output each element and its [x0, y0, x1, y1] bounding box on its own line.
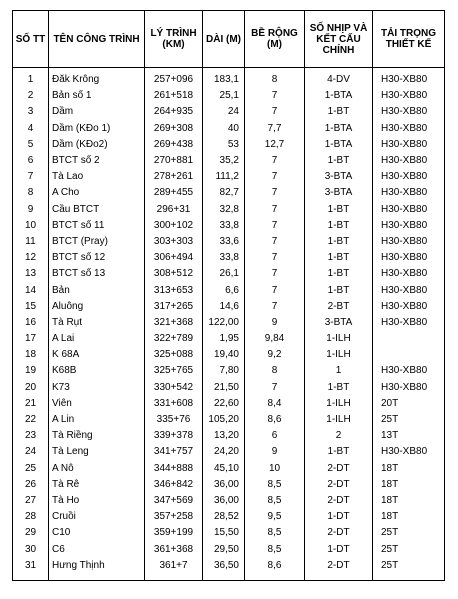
table-row	[13, 299, 445, 315]
cell-length: 1,95	[203, 331, 245, 347]
cell-stt: 8	[13, 185, 49, 201]
cell-width: 7	[245, 250, 305, 266]
cell-length: 19,40	[203, 347, 245, 363]
cell-stt: 26	[13, 477, 49, 493]
cell-km: 300+102	[145, 218, 203, 234]
cell-stt: 17	[13, 331, 49, 347]
cell-stt: 15	[13, 299, 49, 315]
table-row	[13, 121, 445, 137]
header-load: TẢI TRỌNG THIẾT KẾ	[373, 11, 445, 68]
cell-load: H30-XB80	[373, 266, 445, 282]
cell-length: 33,6	[203, 234, 245, 250]
cell-span: 3-BTA	[305, 315, 373, 331]
cell-name: Tà Leng	[49, 444, 145, 460]
cell-load: H30-XB80	[373, 363, 445, 379]
cell-load: H30-XB80	[373, 104, 445, 120]
cell-name: BTCT số 2	[49, 153, 145, 169]
table-row	[13, 218, 445, 234]
cell-km: 322+789	[145, 331, 203, 347]
cell-span: 1-BT	[305, 234, 373, 250]
cell-name: A Cho	[49, 185, 145, 201]
cell-load: 18T	[373, 493, 445, 509]
cell-name: Tà Rụt	[49, 315, 145, 331]
table-row	[13, 558, 445, 581]
cell-name: A Lin	[49, 412, 145, 428]
cell-load: H30-XB80	[373, 153, 445, 169]
cell-stt: 25	[13, 461, 49, 477]
cell-km: 261+518	[145, 88, 203, 104]
cell-stt: 19	[13, 363, 49, 379]
cell-stt: 12	[13, 250, 49, 266]
cell-km: 361+368	[145, 541, 203, 557]
cell-name: BTCT số 12	[49, 250, 145, 266]
cell-name: Dầm (KĐo2)	[49, 137, 145, 153]
cell-km: 325+088	[145, 347, 203, 363]
cell-width: 9	[245, 444, 305, 460]
cell-span: 1-ILH	[305, 331, 373, 347]
cell-width: 9,5	[245, 509, 305, 525]
cell-length: 32,8	[203, 202, 245, 218]
cell-load: H30-XB80	[373, 234, 445, 250]
cell-km: 308+512	[145, 266, 203, 282]
cell-span: 1-ILH	[305, 412, 373, 428]
table-header-row	[13, 11, 445, 68]
cell-width: 8,6	[245, 412, 305, 428]
cell-stt: 18	[13, 347, 49, 363]
cell-km: 264+935	[145, 104, 203, 120]
table-row	[13, 185, 445, 201]
cell-km: 346+842	[145, 477, 203, 493]
cell-load: H30-XB80	[373, 185, 445, 201]
table-row	[13, 396, 445, 412]
cell-length: 24	[203, 104, 245, 120]
cell-stt: 1	[13, 68, 49, 89]
cell-length: 7,80	[203, 363, 245, 379]
cell-km: 278+261	[145, 169, 203, 185]
table-row	[13, 104, 445, 120]
cell-stt: 10	[13, 218, 49, 234]
table-row	[13, 347, 445, 363]
cell-width: 8,6	[245, 558, 305, 581]
cell-stt: 16	[13, 315, 49, 331]
cell-span: 2-DT	[305, 477, 373, 493]
cell-name: C10	[49, 525, 145, 541]
cell-stt: 5	[13, 137, 49, 153]
cell-name: BTCT số 13	[49, 266, 145, 282]
cell-name: K68B	[49, 363, 145, 379]
cell-stt: 29	[13, 525, 49, 541]
header-name: TÊN CÔNG TRÌNH	[49, 11, 145, 68]
cell-width: 7,7	[245, 121, 305, 137]
cell-width: 8,4	[245, 396, 305, 412]
cell-load: 25T	[373, 558, 445, 581]
cell-length: 33,8	[203, 250, 245, 266]
cell-width: 7	[245, 153, 305, 169]
cell-width: 12,7	[245, 137, 305, 153]
cell-km: 306+494	[145, 250, 203, 266]
bridge-table	[12, 10, 445, 581]
cell-km: 331+608	[145, 396, 203, 412]
cell-span: 1-BT	[305, 202, 373, 218]
cell-km: 289+455	[145, 185, 203, 201]
cell-width: 8	[245, 363, 305, 379]
table-row	[13, 315, 445, 331]
cell-km: 296+31	[145, 202, 203, 218]
cell-span: 1-ILH	[305, 396, 373, 412]
cell-length: 82,7	[203, 185, 245, 201]
cell-width: 9,2	[245, 347, 305, 363]
cell-length: 6,6	[203, 282, 245, 298]
cell-load: H30-XB80	[373, 137, 445, 153]
cell-span: 1-BT	[305, 266, 373, 282]
table-row	[13, 525, 445, 541]
cell-span: 1-BT	[305, 282, 373, 298]
cell-load: H30-XB80	[373, 282, 445, 298]
cell-span: 1-DT	[305, 509, 373, 525]
cell-length: 22,60	[203, 396, 245, 412]
cell-name: Cầu BTCT	[49, 202, 145, 218]
cell-span: 1-DT	[305, 541, 373, 557]
cell-km: 341+757	[145, 444, 203, 460]
table-row	[13, 169, 445, 185]
cell-km: 269+308	[145, 121, 203, 137]
cell-span: 1-BT	[305, 153, 373, 169]
cell-load: H30-XB80	[373, 68, 445, 89]
table-row	[13, 461, 445, 477]
cell-stt: 31	[13, 558, 49, 581]
table-row	[13, 493, 445, 509]
table-row	[13, 250, 445, 266]
table-row	[13, 428, 445, 444]
cell-load: H30-XB80	[373, 250, 445, 266]
cell-length: 14,6	[203, 299, 245, 315]
cell-width: 7	[245, 218, 305, 234]
cell-length: 35,2	[203, 153, 245, 169]
table-row	[13, 509, 445, 525]
cell-span: 1-BT	[305, 104, 373, 120]
cell-length: 122,00	[203, 315, 245, 331]
table-body	[13, 68, 445, 581]
cell-width: 7	[245, 380, 305, 396]
cell-stt: 22	[13, 412, 49, 428]
cell-width: 8,5	[245, 525, 305, 541]
cell-stt: 24	[13, 444, 49, 460]
cell-span: 2-DT	[305, 525, 373, 541]
cell-span: 3-BTA	[305, 185, 373, 201]
cell-load: 20T	[373, 396, 445, 412]
cell-stt: 20	[13, 380, 49, 396]
cell-span: 2	[305, 428, 373, 444]
cell-width: 8,5	[245, 493, 305, 509]
cell-length: 53	[203, 137, 245, 153]
cell-span: 1-BTA	[305, 137, 373, 153]
table-row	[13, 541, 445, 557]
table-row	[13, 88, 445, 104]
table-row	[13, 331, 445, 347]
cell-name: Đăk Krông	[49, 68, 145, 89]
cell-km: 361+7	[145, 558, 203, 581]
cell-span: 1	[305, 363, 373, 379]
cell-km: 317+265	[145, 299, 203, 315]
cell-width: 9	[245, 315, 305, 331]
cell-span: 1-BT	[305, 218, 373, 234]
cell-load: H30-XB80	[373, 202, 445, 218]
cell-width: 8,5	[245, 477, 305, 493]
cell-load	[373, 331, 445, 347]
table-row	[13, 412, 445, 428]
cell-width: 8,5	[245, 541, 305, 557]
cell-name: Cruồi	[49, 509, 145, 525]
table-row	[13, 266, 445, 282]
cell-stt: 27	[13, 493, 49, 509]
table-row	[13, 68, 445, 89]
cell-length: 36,00	[203, 477, 245, 493]
cell-stt: 28	[13, 509, 49, 525]
cell-km: 344+888	[145, 461, 203, 477]
cell-name: K 68A	[49, 347, 145, 363]
table-row	[13, 363, 445, 379]
cell-span: 2-DT	[305, 461, 373, 477]
cell-name: Bản	[49, 282, 145, 298]
cell-load: 13T	[373, 428, 445, 444]
cell-width: 7	[245, 299, 305, 315]
cell-load	[373, 347, 445, 363]
cell-stt: 7	[13, 169, 49, 185]
cell-load: H30-XB80	[373, 88, 445, 104]
cell-length: 15,50	[203, 525, 245, 541]
cell-name: Tà Lao	[49, 169, 145, 185]
cell-width: 7	[245, 282, 305, 298]
cell-span: 1-BTA	[305, 88, 373, 104]
cell-width: 7	[245, 185, 305, 201]
cell-length: 45,10	[203, 461, 245, 477]
header-stt: SỐ TT	[13, 11, 49, 68]
table-row	[13, 477, 445, 493]
header-span: SỐ NHỊP VÀ KẾT CẤU CHÍNH	[305, 11, 373, 68]
cell-stt: 2	[13, 88, 49, 104]
cell-km: 257+096	[145, 68, 203, 89]
cell-length: 24,20	[203, 444, 245, 460]
cell-name: Bản số 1	[49, 88, 145, 104]
cell-stt: 21	[13, 396, 49, 412]
cell-width: 7	[245, 266, 305, 282]
cell-length: 29,50	[203, 541, 245, 557]
cell-km: 330+542	[145, 380, 203, 396]
cell-name: Tà Riềng	[49, 428, 145, 444]
cell-load: 18T	[373, 461, 445, 477]
cell-name: BTCT số 11	[49, 218, 145, 234]
cell-length: 183,1	[203, 68, 245, 89]
cell-length: 36,00	[203, 493, 245, 509]
cell-length: 105,20	[203, 412, 245, 428]
cell-name: Aluông	[49, 299, 145, 315]
cell-name: Viên	[49, 396, 145, 412]
header-km: LÝ TRÌNH (KM)	[145, 11, 203, 68]
cell-km: 303+303	[145, 234, 203, 250]
cell-km: 339+378	[145, 428, 203, 444]
cell-stt: 13	[13, 266, 49, 282]
cell-width: 7	[245, 234, 305, 250]
cell-span: 1-ILH	[305, 347, 373, 363]
cell-km: 335+76	[145, 412, 203, 428]
cell-length: 13,20	[203, 428, 245, 444]
cell-km: 269+438	[145, 137, 203, 153]
cell-name: BTCT (Pray)	[49, 234, 145, 250]
cell-span: 2-DT	[305, 558, 373, 581]
cell-name: Hưng Thịnh	[49, 558, 145, 581]
cell-length: 28,52	[203, 509, 245, 525]
cell-load: 18T	[373, 509, 445, 525]
cell-span: 1-BT	[305, 380, 373, 396]
cell-length: 33,8	[203, 218, 245, 234]
cell-name: K73	[49, 380, 145, 396]
cell-km: 347+569	[145, 493, 203, 509]
cell-km: 357+258	[145, 509, 203, 525]
cell-width: 9,84	[245, 331, 305, 347]
cell-name: A Lai	[49, 331, 145, 347]
cell-width: 8	[245, 68, 305, 89]
cell-stt: 9	[13, 202, 49, 218]
cell-stt: 11	[13, 234, 49, 250]
cell-length: 26,1	[203, 266, 245, 282]
cell-load: H30-XB80	[373, 315, 445, 331]
cell-name: Tà Rê	[49, 477, 145, 493]
cell-name: A Nô	[49, 461, 145, 477]
cell-width: 7	[245, 202, 305, 218]
cell-name: C6	[49, 541, 145, 557]
cell-name: Tà Ho	[49, 493, 145, 509]
table-row	[13, 137, 445, 153]
cell-load: H30-XB80	[373, 121, 445, 137]
cell-load: 18T	[373, 477, 445, 493]
cell-stt: 30	[13, 541, 49, 557]
cell-stt: 3	[13, 104, 49, 120]
cell-span: 1-BT	[305, 444, 373, 460]
cell-load: H30-XB80	[373, 169, 445, 185]
cell-km: 325+765	[145, 363, 203, 379]
header-width: BỀ RỘNG (M)	[245, 11, 305, 68]
cell-stt: 23	[13, 428, 49, 444]
table-row	[13, 202, 445, 218]
cell-name: Dầm	[49, 104, 145, 120]
cell-span: 3-BTA	[305, 169, 373, 185]
cell-stt: 4	[13, 121, 49, 137]
cell-load: H30-XB80	[373, 299, 445, 315]
cell-width: 7	[245, 169, 305, 185]
cell-km: 313+653	[145, 282, 203, 298]
cell-span: 1-BT	[305, 250, 373, 266]
cell-load: 25T	[373, 525, 445, 541]
cell-load: H30-XB80	[373, 380, 445, 396]
cell-width: 6	[245, 428, 305, 444]
cell-load: H30-XB80	[373, 218, 445, 234]
table-row	[13, 153, 445, 169]
table-row	[13, 234, 445, 250]
cell-name: Dầm (KĐo 1)	[49, 121, 145, 137]
cell-span: 2-BT	[305, 299, 373, 315]
cell-stt: 14	[13, 282, 49, 298]
table-row	[13, 444, 445, 460]
cell-km: 270+881	[145, 153, 203, 169]
cell-width: 7	[245, 88, 305, 104]
cell-length: 111,2	[203, 169, 245, 185]
cell-span: 1-BTA	[305, 121, 373, 137]
cell-width: 7	[245, 104, 305, 120]
cell-load: 25T	[373, 412, 445, 428]
cell-length: 40	[203, 121, 245, 137]
cell-stt: 6	[13, 153, 49, 169]
header-length: DÀI (M)	[203, 11, 245, 68]
cell-length: 21,50	[203, 380, 245, 396]
cell-load: H30-XB80	[373, 444, 445, 460]
cell-length: 25,1	[203, 88, 245, 104]
cell-length: 36,50	[203, 558, 245, 581]
cell-load: 25T	[373, 541, 445, 557]
cell-km: 321+368	[145, 315, 203, 331]
cell-span: 2-DT	[305, 493, 373, 509]
cell-km: 359+199	[145, 525, 203, 541]
cell-span: 4-DV	[305, 68, 373, 89]
table-row	[13, 380, 445, 396]
cell-width: 10	[245, 461, 305, 477]
table-row	[13, 282, 445, 298]
